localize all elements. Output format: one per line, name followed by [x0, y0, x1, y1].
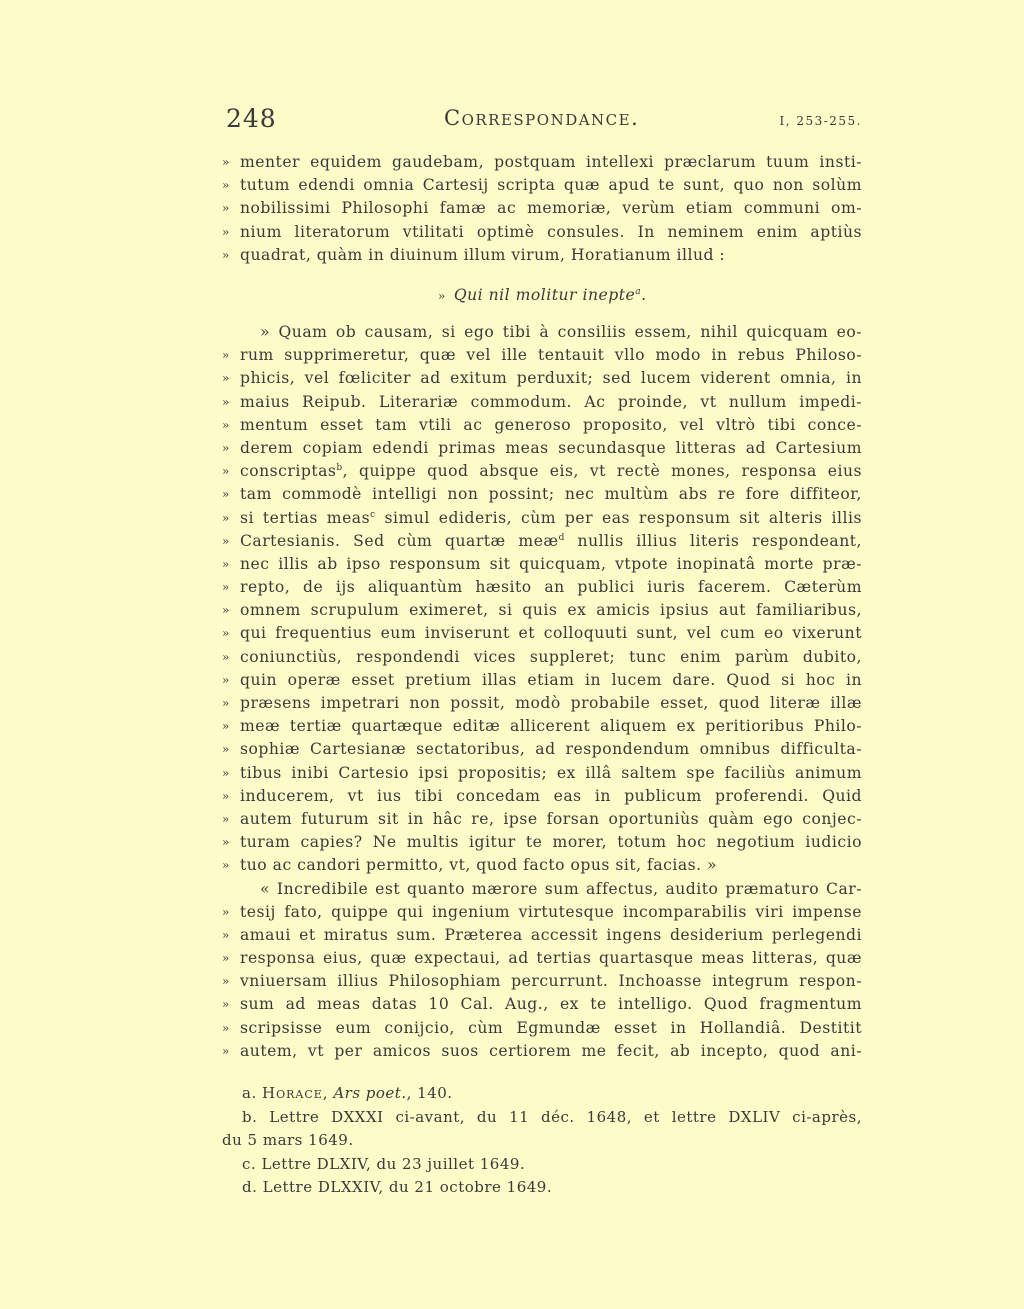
footnote-text — [242, 1082, 453, 1106]
line-text — [240, 669, 862, 692]
text-line — [222, 947, 862, 970]
quote-mark: » — [222, 649, 230, 664]
line-text-part: tam commodè intelligi non possint; nec multùm abs re fore diffiteor, — [240, 485, 862, 504]
text-line — [222, 878, 862, 901]
footnote-label: a. — [242, 1084, 257, 1102]
text-line — [222, 692, 862, 715]
line-text-part: responsa eius, quæ expectaui, ad tertias quartasque meas litteras, quæ — [240, 949, 862, 968]
line-text — [240, 221, 862, 244]
line-text-part: Cartesianis. Sed cùm quartæ meæ — [240, 531, 559, 550]
quote-mark: » — [222, 927, 230, 942]
quote-mark: » — [222, 178, 230, 193]
line-text — [260, 878, 862, 901]
line-text — [240, 344, 862, 367]
line-text-part: coniunctiùs, respondendi vices suppleret; tunc enim parùm dubito, — [240, 647, 862, 666]
line-text — [240, 622, 862, 645]
line-text — [240, 692, 862, 715]
quote-mark: » — [222, 417, 230, 432]
line-text — [240, 151, 862, 174]
line-text-part: rum supprimeretur, quæ vel ille tentauit vllo modo in rebus Philoso- — [240, 346, 862, 365]
quote-mark: » — [222, 533, 230, 548]
text-line — [222, 151, 862, 174]
footnote-text: du 5 mars 1649. — [222, 1131, 354, 1149]
line-text-part: autem futurum sit in hâc re, ipse forsan oportuniùs quàm ego conjec- — [240, 809, 862, 828]
line-text — [240, 901, 862, 924]
text-line — [222, 831, 862, 854]
quote-mark: » — [222, 201, 230, 216]
line-text-part: tibus inibi Cartesio ipsi propositis; ex illâ saltem spe faciliùs animum — [240, 763, 862, 782]
footnote-ref: b — [336, 462, 343, 473]
line-text — [240, 367, 862, 390]
footnote-sep: , — [322, 1084, 334, 1102]
quote-mark: » — [222, 394, 230, 409]
verse-text: Qui nil molitur inepte — [453, 286, 636, 304]
verse-end: . — [641, 286, 647, 304]
line-text-part: nec illis ab ipso responsum sit quicquam, vtpote inopinatâ morte præ- — [240, 554, 862, 573]
quote-mark: » — [222, 1020, 230, 1035]
quote-mark: » — [222, 997, 230, 1012]
quote-mark: » — [438, 289, 446, 303]
line-text-part: « Incredibile est quanto mærore sum affectus, audito præmaturo Car- — [260, 879, 862, 898]
line-text-part: qui frequentius eum inviserunt et colloquuti sunt, vel cum eo vixerunt — [240, 624, 862, 643]
quote-mark: » — [222, 580, 230, 595]
text-line — [222, 530, 862, 553]
text-line — [222, 197, 862, 220]
footnote-text — [242, 1153, 525, 1177]
text-block-2 — [222, 321, 862, 1063]
line-text-part: conscriptas — [240, 462, 337, 481]
line-text-part: maius Reipub. Literariæ commodum. Ac proinde, vt nullum impedi- — [240, 392, 862, 411]
line-text-part: tesij fato, quippe qui ingenium virtutesque incomparabilis viri impense — [240, 902, 862, 921]
line-text-part: quadrat, quàm in diuinum illum virum, Horatianum illud : — [240, 245, 726, 264]
text-line — [222, 762, 862, 785]
line-text — [240, 576, 862, 599]
quote-mark: » — [222, 951, 230, 966]
line-text — [240, 1040, 862, 1063]
footnote-body: Lettre DXXXI ci-avant, du 11 déc. 1648, et lettre DXLIV ci-après, — [269, 1107, 862, 1126]
text-line — [222, 1017, 862, 1040]
line-text-part: amaui et miratus sum. Præterea accessit ingens desiderium perlegendi — [240, 925, 862, 944]
line-text-part: nullis illius literis respondeant, — [564, 531, 862, 550]
line-text — [240, 738, 862, 761]
line-text-part: mentum esset tam vtili ac generoso proposito, vel vltrò tibi conce- — [240, 415, 862, 434]
text-line — [222, 808, 862, 831]
text-line — [222, 901, 862, 924]
text-line — [222, 553, 862, 576]
footnote — [222, 1176, 862, 1200]
footnote-rest: , 140. — [406, 1084, 453, 1102]
quote-mark: » — [222, 247, 230, 262]
text-line — [222, 437, 862, 460]
line-text — [240, 808, 862, 831]
quote-mark: » — [222, 672, 230, 687]
line-text — [240, 715, 862, 738]
text-line — [222, 507, 862, 530]
footnote-body: Lettre DLXXIV, du 21 octobre 1649. — [262, 1178, 553, 1196]
quote-mark: » — [222, 224, 230, 239]
quote-mark: » — [222, 348, 230, 363]
footnote — [222, 1106, 862, 1130]
page-title: Correspondance. — [444, 106, 640, 130]
quote-mark: » — [222, 371, 230, 386]
quote-mark: » — [222, 835, 230, 850]
quote-mark: » — [222, 1043, 230, 1058]
line-text — [240, 924, 862, 947]
footnote-author: Horace — [262, 1084, 323, 1102]
line-text — [240, 414, 862, 437]
line-text — [240, 244, 862, 267]
line-text — [240, 460, 862, 483]
running-header — [226, 104, 862, 136]
footnote-text — [242, 1106, 862, 1130]
line-text — [240, 947, 862, 970]
line-text — [240, 762, 862, 785]
text-line — [222, 576, 862, 599]
footnote-body: Lettre DLXIV, du 23 juillet 1649. — [261, 1154, 526, 1173]
text-line — [222, 599, 862, 622]
quote-mark: » — [222, 487, 230, 502]
line-text-part: omnem scrupulum eximeret, si quis ex amicis ipsius aut familiaribus, — [240, 601, 862, 620]
text-line — [222, 970, 862, 993]
footnote-label: d. — [242, 1178, 258, 1196]
footnotes — [222, 1082, 862, 1200]
line-text — [240, 530, 862, 553]
text-line — [222, 785, 862, 808]
page-reference: I, 253-255. — [779, 114, 862, 128]
footnote — [222, 1153, 862, 1177]
line-text-part: turam capies? Ne multis igitur te morer, totum hoc negotium iudicio — [240, 833, 862, 852]
line-text — [240, 970, 862, 993]
line-text-part: præsens impetrari non possit, modò probabile esset, quod literæ illæ — [240, 694, 862, 712]
line-text — [240, 391, 862, 414]
text-line — [222, 414, 862, 437]
quote-mark: » — [222, 464, 230, 479]
text-line — [222, 174, 862, 197]
text-line — [222, 715, 862, 738]
footnote-label: c. — [242, 1154, 257, 1173]
text-line — [222, 244, 862, 267]
line-text — [240, 1017, 862, 1040]
line-text — [240, 831, 862, 854]
quote-mark: » — [222, 440, 230, 455]
line-text — [240, 437, 862, 460]
line-text-part: nium literatorum vtilitati optimè consules. In neminem enim aptiùs — [240, 222, 862, 241]
text-line — [222, 344, 862, 367]
line-text-part: repto, de ijs aliquantùm hæsito an publici iuris facerem. Cæterùm — [240, 578, 862, 597]
quote-mark: » — [222, 626, 230, 641]
line-text-part: menter equidem gaudebam, postquam intellexi præclarum tuum insti- — [240, 153, 862, 171]
quote-mark: » — [222, 904, 230, 919]
line-text-part: quin operæ esset pretium illas etiam in lucem dare. Quod si hoc in — [240, 670, 862, 689]
text-line — [222, 221, 862, 244]
line-text-part: inducerem, vt ius tibi concedam eas in publicum proferendi. Quid — [240, 786, 862, 805]
line-text — [240, 197, 862, 220]
footnote-label: b. — [242, 1107, 258, 1126]
line-text-part: meæ tertiæ quartæque editæ allicerent aliquem ex peritioribus Philo- — [240, 717, 862, 736]
line-text-part: sum ad meas datas 10 Cal. Aug., ex te intelligo. Quod fragmentum — [240, 995, 862, 1014]
footnote-ref: d — [558, 532, 565, 543]
line-text-part: , quippe quod absque eis, vt rectè mones, responsa eius — [342, 462, 862, 481]
line-text — [240, 507, 862, 530]
line-text — [240, 993, 862, 1016]
quote-mark: » — [222, 556, 230, 571]
text-line — [222, 321, 862, 344]
quote-mark: » — [222, 510, 230, 525]
text-line — [222, 854, 862, 877]
text-line — [222, 367, 862, 390]
line-text-part: phicis, vel fœliciter ad exitum perduxit; sed lucem viderent omnia, in — [240, 369, 862, 388]
quote-mark: » — [222, 858, 230, 873]
text-line — [222, 924, 862, 947]
text-line — [222, 391, 862, 414]
line-text-part: vniuersam illius Philosophiam percurrunt. Inchoasse integrum respon- — [240, 972, 862, 991]
text-line — [222, 738, 862, 761]
line-text-part: simul edideris, cùm per eas responsum sit alteris illis — [375, 508, 862, 527]
text-line — [222, 622, 862, 645]
line-text-part: sophiæ Cartesianæ sectatoribus, ad respondendum omnibus difficulta- — [240, 740, 862, 759]
text-line — [222, 483, 862, 506]
footnote-ref: c — [370, 509, 376, 520]
line-text-part: tuo ac candori permitto, vt, quod facto opus sit, facias. » — [240, 856, 718, 875]
line-text-part: » Quam ob causam, si ego tibi à consiliis essem, nihil quicquam eo- — [260, 323, 862, 341]
text-line — [222, 460, 862, 483]
line-text-part: tutum edendi omnia Cartesij scripta quæ apud te sunt, quo non solùm — [240, 176, 862, 195]
line-text-part: nobilissimi Philosophi famæ ac memoriæ, verùm etiam communi om- — [240, 199, 862, 218]
text-line — [222, 669, 862, 692]
quote-mark: » — [222, 742, 230, 757]
line-text — [240, 854, 862, 877]
quote-mark: » — [222, 603, 230, 618]
text-line — [222, 1040, 862, 1063]
text-block-1 — [222, 151, 862, 267]
text-line — [222, 993, 862, 1016]
line-text — [240, 174, 862, 197]
line-text-part: si tertias meas — [240, 508, 371, 527]
footnote — [222, 1082, 862, 1106]
quote-mark: » — [222, 696, 230, 710]
line-text-part: scripsisse eum conijcio, cùm Egmundæ esset in Hollandiâ. Destitit — [240, 1018, 862, 1037]
page-number: 248 — [226, 104, 277, 133]
line-text — [240, 553, 862, 576]
verse-quotation — [438, 286, 647, 304]
line-text-part: autem, vt per amicos suos certiorem me fecit, ab incepto, quod ani- — [240, 1041, 862, 1060]
quote-mark: » — [222, 788, 230, 803]
line-text — [260, 321, 862, 344]
line-text-part: derem copiam edendi primas meas secundasque litteras ad Cartesium — [240, 438, 862, 457]
quote-mark: » — [222, 155, 230, 169]
quote-mark: » — [222, 974, 230, 989]
footnote — [222, 1129, 862, 1153]
footnote-work: Ars poet. — [333, 1084, 407, 1102]
quote-mark: » — [222, 765, 230, 780]
quote-mark: » — [222, 811, 230, 826]
line-text — [240, 785, 862, 808]
footnote-text — [242, 1176, 552, 1200]
footnote-ref: a — [635, 286, 642, 297]
line-text — [240, 483, 862, 506]
text-line — [222, 646, 862, 669]
line-text — [240, 646, 862, 669]
line-text — [240, 599, 862, 622]
quote-mark: » — [222, 719, 230, 734]
